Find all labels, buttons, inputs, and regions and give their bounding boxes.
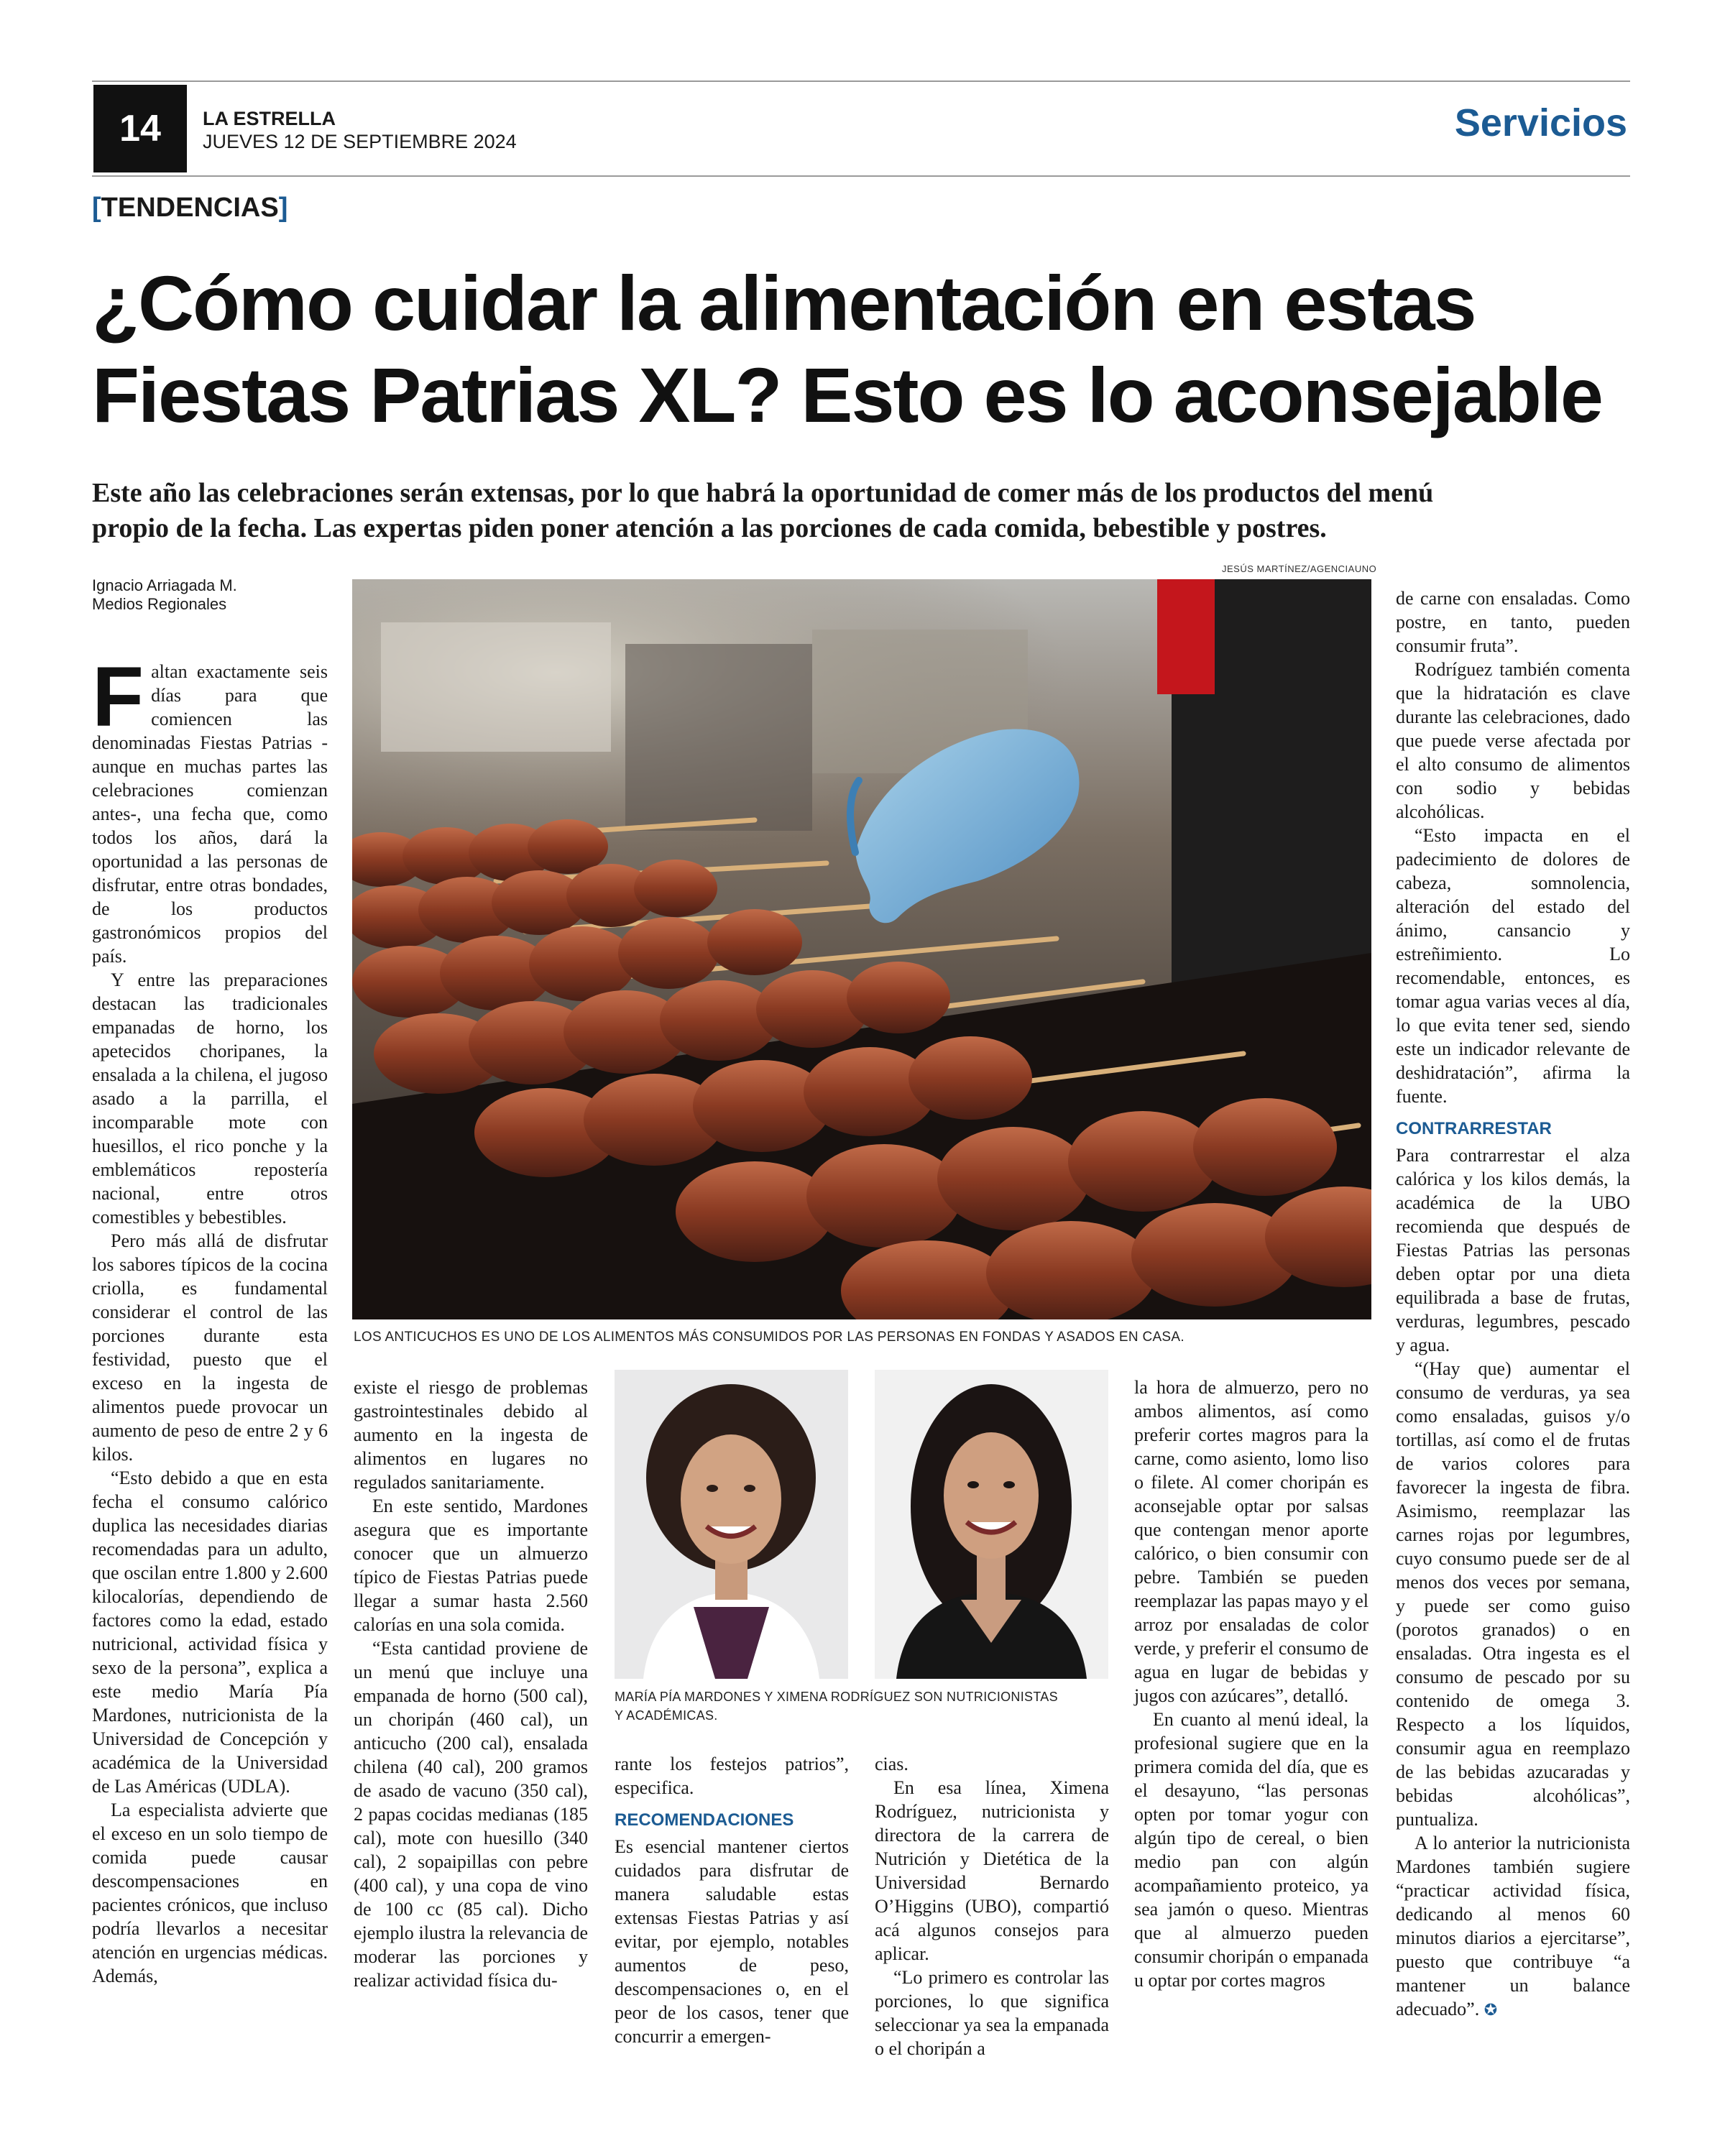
column-1 bbox=[92, 650, 328, 1988]
deck bbox=[92, 476, 1630, 546]
paragraph: “Esto debido a que en esta fecha el consumo calórico duplica las necesidades diarias recomendadas para un adulto, que oscilan entre 1.800 y 2.600 kilocalorías, dependiendo de factores como la edad, estado nutricional, actividad física y sexo de la persona”, explica a este medio María Pía Mardones, nutricionista de la Universidad de Concepción y académica de la Universidad de Las Américas (UDLA). bbox=[92, 1468, 328, 1797]
column-5 bbox=[1134, 1376, 1368, 1992]
subhead-contrarrestar: CONTRARRESTAR bbox=[1396, 1119, 1552, 1138]
column-6 bbox=[1396, 586, 1630, 2022]
portrait-photo bbox=[875, 1370, 1108, 1679]
portrait-photo bbox=[615, 1370, 848, 1679]
paragraph: la hora de almuerzo, pero no ambos alimentos, así como preferir cortes magros para la carne, como asiento, lomo liso o filete. Al comer choripán es aconsejable optar por salsas que contengan menor aporte calórico, o bien consumir con pebre. También se pueden reemplazar las papas mayo y el arroz por ensaladas de color verde, y preferir el consumo de agua en lugar de bebidas y jugos con azúcares”, detalló. bbox=[1134, 1377, 1368, 1706]
paragraph: En esa línea, Ximena Rodríguez, nutricionista y directora de la carrera de Nutrición y Dietética de la Universidad Bernardo O’Higgins (UBO), compartió acá algunos consejos para aplicar. bbox=[875, 1777, 1109, 1964]
main-photo bbox=[352, 579, 1371, 1319]
paragraph: A lo anterior la nutricionista Mardones también sugiere “practicar actividad física, dedicando al menos 60 minutos diarios a ejercitarse”, puesto que contribuye “a mantener un balance adecuado”. ✪ bbox=[1396, 1833, 1630, 2019]
paragraph: Pero más allá de disfrutar los sabores típicos de la cocina criolla, es fundamental considerar el control de las porciones durante esta festividad, puesto que el exceso en la ingesta de alimentos puede provocar un aumento de peso de entre 2 y 6 kilos. bbox=[92, 1230, 328, 1465]
paragraph: La especialista advierte que el exceso en un solo tiempo de comida puede causar descompensaciones en pacientes crónicos, que incluso podría llevarlos a necesitar atención en urgencias médicas. Además, bbox=[92, 1800, 328, 1986]
paragraph: “Esto impacta en el padecimiento de dolores de cabeza, somnolencia, alteración del estado del ánimo, cansancio y estreñimiento. Lo recomendable, entonces, es tomar agua varias veces al día, lo que evita tener sed, siendo este un indicador relevante de deshidratación”, afirma la fuente. bbox=[1396, 825, 1630, 1107]
paragraph: En este sentido, Mardones asegura que es importante conocer que un almuerzo típico de Fiestas Patrias puede llegar a sumar hasta 2.560 calorías en una sola comida. bbox=[354, 1496, 588, 1635]
paragraph: En cuanto al menú ideal, la profesional sugiere que en la primera comida del día, que es el desayuno, “las personas opten por tomar yogur con algún tipo de cereal, o bien medio pan con algún acompañamiento proteico, ya sea jamón o queso. Mientras que al almuerzo pueden consumir choripán o empanada u optar por cortes magros bbox=[1134, 1709, 1368, 1991]
paragraph: Para contrarrestar el alza calórica y los kilos demás, la académica de la UBO recomienda que después de Fiestas Patrias las personas deben optar por una dieta equilibrada a base de frutas, verduras, legumbres, pescado y agua. bbox=[1396, 1145, 1630, 1355]
grill-illustration bbox=[352, 579, 1371, 1319]
portraits-caption-line-1: MARÍA PÍA MARDONES Y XIMENA RODRÍGUEZ SON NUTRICIONISTAS bbox=[615, 1690, 1058, 1704]
paragraph: cias. bbox=[875, 1754, 908, 1774]
deck-line-2: propio de la fecha. Las expertas piden poner atención a las porciones de cada comida, bebestible y postres. bbox=[92, 513, 1327, 543]
headline-line-2: Fiestas Patrias XL? Esto es lo aconsejable bbox=[92, 351, 1602, 438]
portraits-caption bbox=[615, 1687, 1132, 1725]
author-org: Medios Regionales bbox=[92, 595, 227, 613]
subhead-recomendaciones: RECOMENDACIONES bbox=[615, 1810, 794, 1830]
column-4 bbox=[875, 1752, 1109, 2060]
paragraph: Rodríguez también comenta que la hidratación es clave durante las celebraciones, dado que puede verse afectada por el alto consumo de alimentos con sodio y bebidas alcohólicas. bbox=[1396, 659, 1630, 822]
headline-line-1: ¿Cómo cuidar la alimentación en estas bbox=[92, 259, 1476, 346]
header-rule bbox=[92, 175, 1630, 177]
column-2 bbox=[354, 1376, 588, 1992]
top-rule bbox=[92, 80, 1630, 82]
end-mark-icon: ✪ bbox=[1484, 2001, 1498, 2019]
byline bbox=[92, 576, 237, 614]
paragraph: “(Hay que) aumentar el consumo de verduras, ya sea como ensaladas, guisos y/o tortillas, así como el de frutas de varios colores para favorecer la ingesta de fibra. Asimismo, reemplazar las carnes rojas por legumbres, cuyo consumo puede ser de al menos dos veces por semana, y puede ser como guiso (porotos granados) o en ensaladas. Otra ingesta es el consumo de pescado por su contenido de omega 3. Respecto a los líquidos, consumir agua en reemplazo de las bebidas azucaradas y bebidas alcohólicas”, puntualiza. bbox=[1396, 1358, 1630, 1830]
main-photo-caption: LOS ANTICUCHOS ES UNO DE LOS ALIMENTOS MÁS CONSUMIDOS POR LAS PERSONAS EN FONDAS Y ASADOS EN CASA. bbox=[354, 1330, 1184, 1345]
paragraph: de carne con ensaladas. Como postre, en tanto, pueden consumir fruta”. bbox=[1396, 588, 1630, 656]
publication-date: JUEVES 12 DE SEPTIEMBRE 2024 bbox=[203, 131, 517, 152]
paragraph: Es esencial mantener ciertos cuidados para disfrutar de manera saludable estas extensas Fiestas Patrias y así evitar, por ejemplo, notables aumentos de peso, descompensaciones o, en el peor de los casos, tener que concurrir a emergen- bbox=[615, 1836, 849, 2047]
section-title: Servicios bbox=[1454, 101, 1627, 144]
category-tag: [TENDENCIAS] bbox=[92, 193, 288, 223]
portrait-ximena-rodriguez bbox=[875, 1370, 1108, 1679]
paragraph: “Lo primero es controlar las porciones, lo que significa seleccionar ya sea la empanada o el choripán a bbox=[875, 1967, 1109, 2059]
author-name: Ignacio Arriagada M. bbox=[92, 576, 237, 594]
drop-cap: F bbox=[92, 650, 144, 745]
category-tag-label: TENDENCIAS bbox=[101, 193, 279, 223]
column-3 bbox=[615, 1752, 849, 2048]
portraits-caption-line-2: Y ACADÉMICAS. bbox=[615, 1708, 718, 1723]
paragraph: “Esta cantidad proviene de un menú que incluye una empanada de horno (500 cal), un choripán (460 cal), un anticucho (200 cal), ensalada chilena (40 cal), 200 gramos de asado de vacuno (350 cal), 2 papas cocidas medianas (185 cal), mote con huesillo (340 cal), 2 sopaipillas con pebre (400 cal), y una copa de vino de 100 cc (85 cal). Dicho ejemplo ilustra la relevancia de moderar las porciones y realizar actividad física du- bbox=[354, 1638, 588, 1991]
page-number: 14 bbox=[93, 85, 187, 172]
photo-credit: JESÚS MARTÍNEZ/AGENCIAUNO bbox=[1222, 563, 1377, 574]
paragraph: Y entre las preparaciones destacan las tradicionales empanadas de horno, los apetecidos choripanes, la ensalada a la chilena, el jugoso asado a la parrilla, el incomparable mote con huesillos, el rico ponche y la emblemáticos repostería nacional, entre otros comestibles y bebestibles. bbox=[92, 969, 328, 1227]
deck-line-1: Este año las celebraciones serán extensas, por lo que habrá la oportunidad de comer más de los productos del menú bbox=[92, 478, 1434, 508]
paragraph: Faltan exactamente seis días para que comiencen las denominadas Fiestas Patrias -aunque en muchas partes las celebraciones comienzan antes-, una fecha que, como todos los años, dará la oportunidad a las personas de disfrutar, entre otras bondades, de los productos gastronómicos propios del país. bbox=[92, 650, 328, 967]
paragraph: rante los festejos patrios”, especifica. bbox=[615, 1754, 849, 1798]
portrait-maria-pia-mardones bbox=[615, 1370, 848, 1679]
publication-name: LA ESTRELLA bbox=[203, 108, 336, 129]
headline bbox=[92, 257, 1637, 441]
paragraph: existe el riesgo de problemas gastrointestinales debido al aumento en la ingesta de alimentos en lugares no regulados sanitariamente. bbox=[354, 1377, 588, 1493]
